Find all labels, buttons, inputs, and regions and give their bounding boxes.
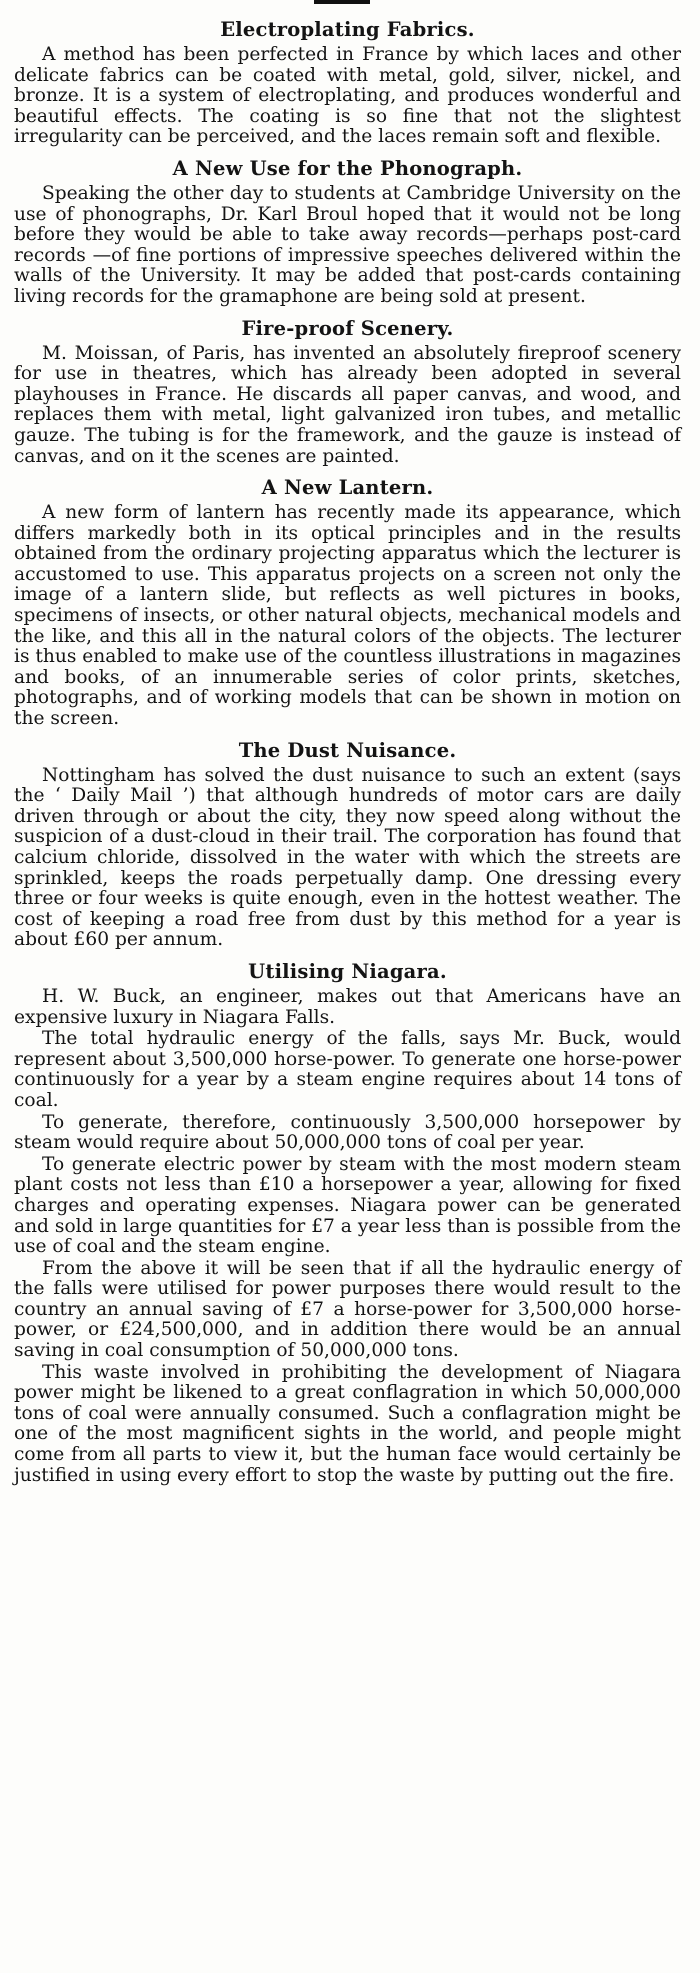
- article-paragraph: From the above it will be seen that if all the hydraulic energy of the falls were utilised for power purposes there would result to the country an annual saving of £7 a horse-power for 3,500,000 horse-power, or £24,500,000, and in addition there would be an annual saving in coal consumption of 50,000,000 tons.: [14, 1257, 681, 1362]
- article-paragraph: A method has been perfected in France by which laces and other delicate fabrics can be coated with metal, gold, silver, nickel, and bronze. It is a system of electroplating, and produces wonderful and beautiful effects. The coating is so fine that not the slightest irregularity can be perceived, and the laces remain soft and flexible.: [14, 44, 681, 148]
- article-heading: Utilising Niagara.: [248, 959, 447, 983]
- article-fire-proof-scenery: [14, 317, 681, 468]
- column-rule-mark: [314, 0, 370, 4]
- article-paragraph: H. W. Buck, an engineer, makes out that Americans have an expensive luxury in Niagara Falls.: [14, 985, 681, 1028]
- article-paragraph: M. Moissan, of Paris, has invented an absolutely fireproof scenery for use in theatres, which has already been adopted in several playhouses in France. He discards all paper canvas, and wood, and replaces them with metal, light galvanized iron tubes, and metallic gauze. The tubing is for the framework, and the gauze is instead of canvas, and on it the scenes are painted.: [14, 342, 681, 467]
- article-heading: A New Use for the Phonograph.: [172, 156, 523, 180]
- article-heading: A New Lantern.: [261, 476, 434, 500]
- article-paragraph: This waste involved in prohibiting the development of Niagara power might be likened to a great conflagration in which 50,000,000 tons of coal were annually consumed. Such a conflagration might be one of the most magnificent sights in the world, and people might come from all parts to view it, but the human face would certainly be justified in using every effort to stop the waste by putting out the fire.: [14, 1361, 681, 1486]
- article-heading: Fire-proof Scenery.: [241, 316, 454, 340]
- article-heading: Electroplating Fabrics.: [220, 18, 475, 41]
- article-new-use-phonograph: [14, 157, 681, 308]
- article-new-lantern: [14, 476, 681, 730]
- article-heading: The Dust Nuisance.: [238, 738, 457, 762]
- article-paragraph: To generate electric power by steam with the most modern steam plant costs not less than £10 a horsepower a year, allowing for fixed charges and operating expenses. Niagara power can be generated and sold in large quantities for £7 a year less than is possible from the use of coal and the steam engine.: [14, 1153, 681, 1258]
- article-electroplating-fabrics: [14, 18, 681, 148]
- article-paragraph: To generate, therefore, continuously 3,500,000 horsepower by steam would require about 50,000,000 tons of coal per year.: [14, 1111, 681, 1154]
- article-paragraph: The total hydraulic energy of the falls, says Mr. Buck, would represent about 3,500,000 horse-power. To generate one horse-power continuously for a year by a steam engine requires about 14 tons of coal.: [14, 1028, 681, 1111]
- article-paragraph: Nottingham has solved the dust nuisance to such an extent (says the ‘ Daily Mail ’) that although hundreds of motor cars are daily driven through or about the city, they now speed along without the suspicion of a dust-cloud in their trail. The corporation has found that calcium chloride, dissolved in the water with which the streets are sprinkled, keeps the roads perpetually damp. One dressing every three or four weeks is quite enough, even in the hottest weather. The cost of keeping a road free from dust by this method for a year is about £60 per annum.: [14, 764, 681, 951]
- article-utilising-niagara: [14, 960, 681, 1486]
- article-column: [14, 18, 681, 1486]
- article-dust-nuisance: [14, 739, 681, 951]
- article-paragraph: Speaking the other day to students at Cambridge University on the use of phonographs, Dr. Karl Broul hoped that it would not be long before they would be able to take away records—perhaps post-card records —of fine portions of impressive speeches delivered within the walls of the University. It may be added that post-cards containing living records for the gramaphone are being sold at present.: [14, 182, 681, 307]
- article-paragraph: A new form of lantern has recently made its appearance, which differs markedly both in its optical principles and in the results obtained from the ordinary projecting apparatus which the lecturer is accustomed to use. This apparatus projects on a screen not only the image of a lantern slide, but reflects as well pictures in books, specimens of insects, or other natural objects, mechanical models and the like, and this all in the natural colors of the objects. The lecturer is thus enabled to make use of the countless illustrations in magazines and books, of an innumerable series of color prints, sketches, photographs, and of working models that can be shown in motion on the screen.: [14, 502, 681, 730]
